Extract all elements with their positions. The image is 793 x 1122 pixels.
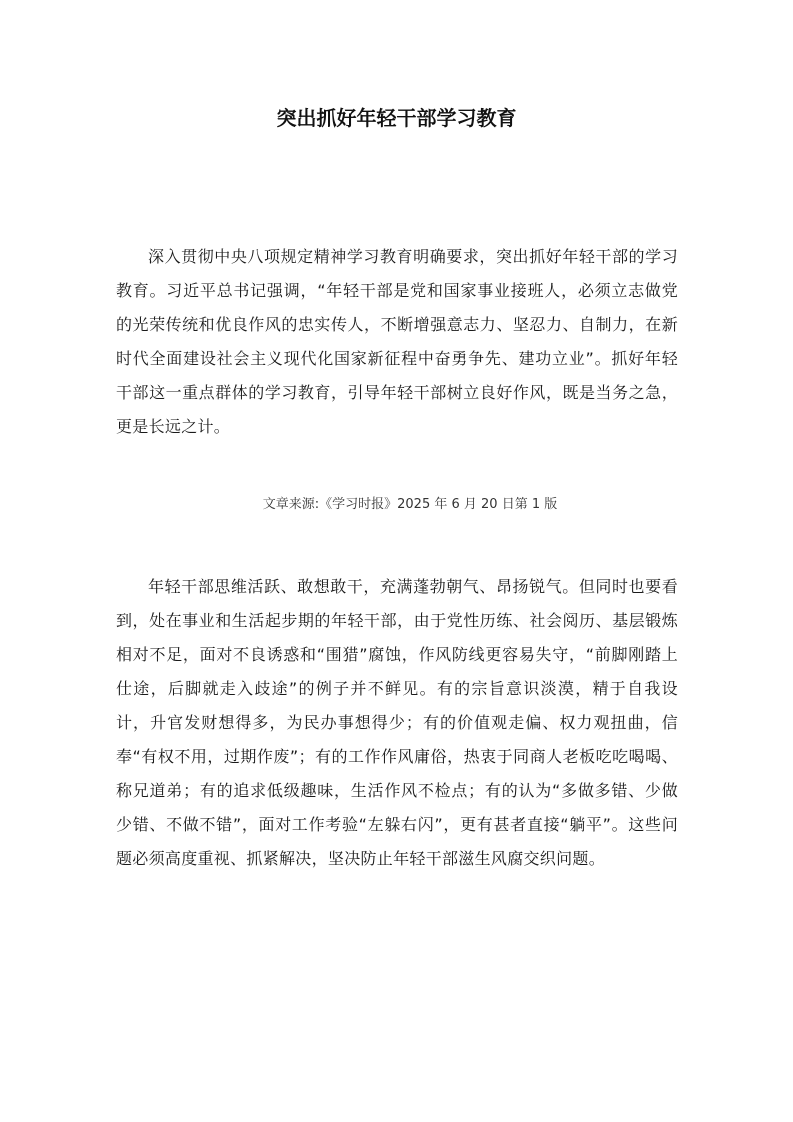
document-title: 突出抓好年轻干部学习教育	[276, 106, 517, 130]
paragraph-intro: 深入贯彻中央八项规定精神学习教育明确要求，突出抓好年轻干部的学习教育。习近平总书记强调，“年轻干部是党和国家事业接班人，必须立志做党的光荣传统和优良作风的忠实传人，不断增强意志力、坚忍力、自制力，在新时代全面建设社会主义现代化国家新征程中奋勇争先、建功立业”。抓好年轻干部这一重点群体的学习教育，引导年轻干部树立良好作风，既是当务之急，更是长远之计。	[116, 247, 678, 436]
paragraph-body: 年轻干部思维活跃、敢想敢干，充满蓬勃朝气、昂扬锐气。但同时也要看到，处在事业和生活起步期的年轻干部，由于党性历练、社会阅历、基层锻炼相对不足，面对不良诱惑和“围猎”腐蚀，作风防线更容易失守，“前脚刚踏上仕途，后脚就走入歧途”的例子并不鲜见。有的宗旨意识淡漠，精于自我设计，升官发财想得多，为民办事想得少；有的价值观走偏、权力观扭曲，信奉“有权不用，过期作废”；有的工作作风庸俗，热衷于同商人老板吃吃喝喝、称兄道弟；有的追求低级趣味，生活作风不检点；有的认为“多做多错、少做少错、不做不错”，面对工作考验“左躲右闪”，更有甚者直接“躺平”。这些问题必须高度重视、抓紧解决，坚决防止年轻干部滋生风腐交织问题。	[116, 577, 678, 868]
article-source: 文章来源:《学习时报》2025 年 6 月 20 日第 1 版	[262, 497, 558, 512]
